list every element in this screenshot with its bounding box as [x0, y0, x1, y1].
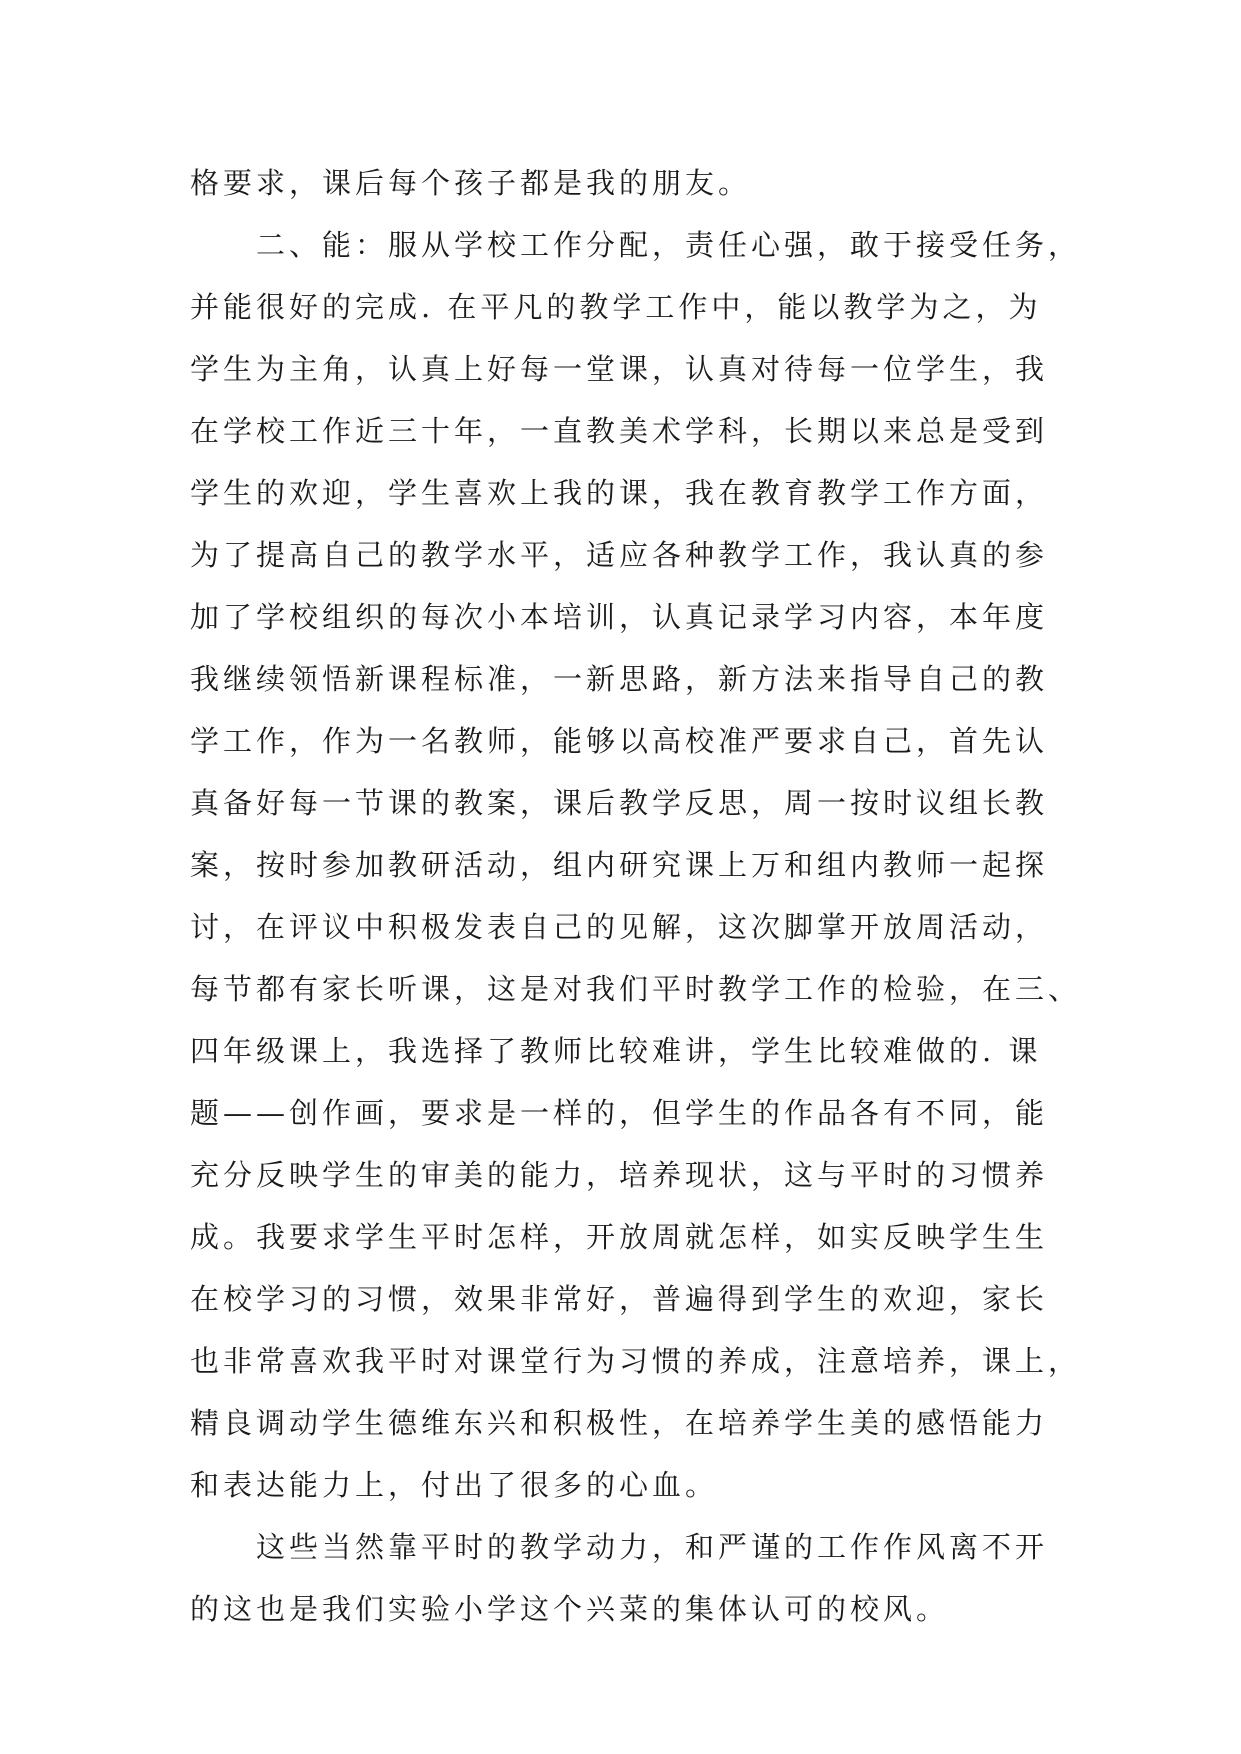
text-line: 为了提高自己的教学水平，适应各种教学工作，我认真的参	[190, 538, 1049, 572]
text-line: 在校学习的习惯，效果非常好，普遍得到学生的欢迎，家长	[190, 1282, 1049, 1316]
text-line: 案，按时参加教研活动，组内研究课上万和组内教师一起探	[190, 848, 1049, 882]
text-line: 学工作，作为一名教师，能够以高校准严要求自己，首先认	[190, 724, 1049, 758]
text-line: 真备好每一节课的教案，课后教学反思，周一按时议组长教	[190, 786, 1049, 820]
text-line: 在学校工作近三十年，一直教美术学科，长期以来总是受到	[190, 414, 1049, 448]
text-line: 和表达能力上，付出了很多的心血。	[190, 1468, 719, 1502]
body-text	[190, 152, 1090, 1640]
text-line: 学生为主角，认真上好每一堂课，认真对待每一位学生，我	[190, 352, 1049, 386]
text-line: 我继续领悟新课程标准，一新思路，新方法来指导自己的教	[190, 662, 1049, 696]
text-line: 成。我要求学生平时怎样，开放周就怎样，如实反映学生生	[190, 1220, 1049, 1254]
text-line: 精良调动学生德维东兴和积极性，在培养学生美的感悟能力	[190, 1406, 1049, 1440]
text-line: 加了学校组织的每次小本培训，认真记录学习内容，本年度	[190, 600, 1049, 634]
text-line: 充分反映学生的审美的能力，培养现状，这与平时的习惯养	[190, 1158, 1049, 1192]
text-line: 并能很好的完成. 在平凡的教学工作中，能以教学为之，为	[190, 290, 1042, 324]
paragraph-start-line: 这些当然靠平时的教学动力，和严谨的工作作风离不开	[256, 1530, 1049, 1564]
text-line: 题——创作画，要求是一样的，但学生的作品各有不同，能	[190, 1096, 1049, 1130]
text-line: 格要求，课后每个孩子都是我的朋友。	[190, 166, 752, 200]
paragraph-start-line: 二、能：服从学校工作分配，责任心强，敢于接受任务，	[256, 228, 1082, 262]
text-line: 四年级课上，我选择了教师比较难讲，学生比较难做的. 课	[190, 1034, 1042, 1068]
text-line: 讨，在评议中积极发表自己的见解，这次脚掌开放周活动，	[190, 910, 1049, 944]
text-line: 的这也是我们实验小学这个兴菜的集体认可的校风。	[190, 1592, 950, 1626]
text-line: 也非常喜欢我平时对课堂行为习惯的养成，注意培养，课上，	[190, 1344, 1082, 1378]
text-line: 学生的欢迎，学生喜欢上我的课，我在教育教学工作方面，	[190, 476, 1049, 510]
text-line: 每节都有家长听课，这是对我们平时教学工作的检验，在三、	[190, 972, 1082, 1006]
